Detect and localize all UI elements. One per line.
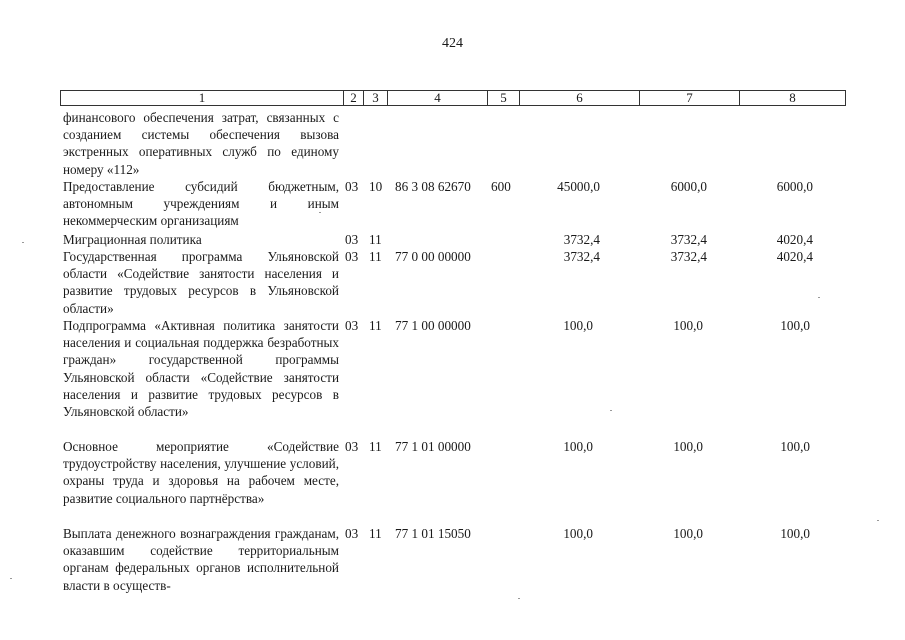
header-col-2: 2 (344, 91, 364, 105)
cell-rz: 03 (345, 249, 359, 264)
cell-value-8: 100,0 (780, 526, 810, 541)
cell-value-7: 6000,0 (670, 179, 707, 194)
cell-pr: 11 (369, 232, 382, 247)
header-col-5: 5 (488, 91, 520, 105)
cell-value-7: 100,0 (673, 439, 703, 454)
header-col-7: 7 (640, 91, 740, 105)
cell-rz: 03 (345, 318, 359, 333)
cell-value-8: 100,0 (780, 318, 810, 333)
row-description: Миграционная политика (63, 232, 202, 247)
cell-value-8: 6000,0 (776, 179, 813, 194)
scan-speck (10, 578, 12, 579)
scan-speck (877, 520, 879, 521)
row-description: Подпрограмма «Активная политика занятости населения и социальная поддержка безработных граждан» государственной программы Ульяновской области «Содействие занятости населения и развитие трудовых ресурсов в Ульяновской области» (63, 318, 339, 420)
scan-speck (818, 297, 820, 298)
cell-value-8: 100,0 (780, 439, 810, 454)
cell-value-7: 100,0 (673, 318, 703, 333)
cell-rz: 03 (345, 179, 359, 194)
cell-value-7: 3732,4 (670, 232, 707, 247)
cell-rz: 03 (345, 232, 359, 247)
row-description: Предоставление субсидий бюджетным, автономным учреждениям и иным некоммерческим организациям (63, 179, 339, 229)
scan-speck (319, 212, 321, 213)
cell-csr: 77 1 01 15050 (395, 526, 471, 541)
cell-csr: 77 1 01 00000 (395, 439, 471, 454)
cell-rz: 03 (345, 439, 359, 454)
cell-pr: 11 (369, 318, 382, 333)
scan-speck (22, 242, 24, 243)
row-description: финансового обеспечения затрат, связанных с созданием системы обеспечения вызова экстренных оперативных служб по единому номеру «112» (63, 110, 339, 177)
row-description: Государственная программа Ульяновской области «Содействие занятости населения и развитие трудовых ресурсов в Ульяновской области» (63, 249, 339, 316)
header-col-1: 1 (61, 91, 344, 105)
table-header-row (60, 90, 846, 106)
scan-speck (610, 410, 612, 411)
cell-csr: 77 1 00 00000 (395, 318, 471, 333)
cell-value-6: 100,0 (563, 526, 593, 541)
cell-value-6: 3732,4 (563, 249, 600, 264)
page-number: 424 (442, 36, 463, 51)
cell-rz: 03 (345, 526, 359, 541)
cell-value-8: 4020,4 (776, 232, 813, 247)
header-col-6: 6 (520, 91, 640, 105)
scan-speck (518, 598, 520, 599)
cell-csr: 86 3 08 62670 (395, 179, 471, 194)
header-col-4: 4 (388, 91, 488, 105)
cell-csr: 77 0 00 00000 (395, 249, 471, 264)
cell-vr: 600 (491, 179, 511, 194)
cell-pr: 11 (369, 249, 382, 264)
cell-value-8: 4020,4 (776, 249, 813, 264)
cell-pr: 11 (369, 526, 382, 541)
cell-value-6: 45000,0 (557, 179, 600, 194)
cell-value-6: 100,0 (563, 439, 593, 454)
cell-value-7: 3732,4 (670, 249, 707, 264)
cell-value-6: 3732,4 (563, 232, 600, 247)
row-description: Основное мероприятие «Содействие трудоустройству населения, улучшение условий, охраны труда и здоровья на рабочем месте, развитие социального партнёрства» (63, 439, 339, 506)
cell-value-6: 100,0 (563, 318, 593, 333)
cell-pr: 10 (369, 179, 383, 194)
header-col-8: 8 (789, 90, 796, 105)
cell-value-7: 100,0 (673, 526, 703, 541)
header-col-3: 3 (364, 91, 388, 105)
row-description: Выплата денежного вознаграждения гражданам, оказавшим содействие территориальным органам федеральных органов исполнительной власти в осуществ- (63, 526, 339, 593)
cell-pr: 11 (369, 439, 382, 454)
